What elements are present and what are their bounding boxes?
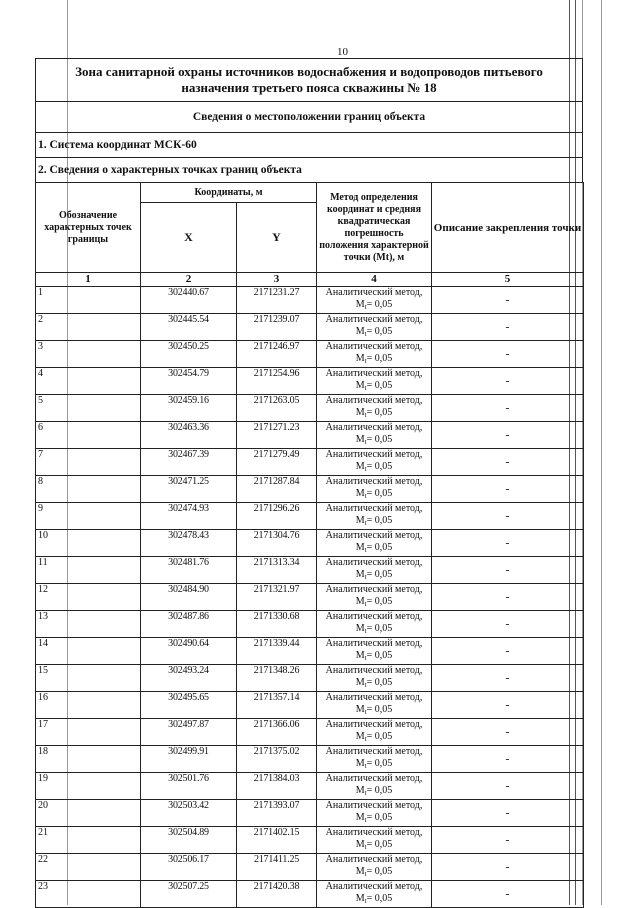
coord-x: 302459.16 — [141, 395, 237, 422]
method-text: Аналитический метод, — [325, 800, 423, 811]
method-cell — [317, 368, 432, 395]
column-number-2: 2 — [141, 273, 237, 287]
method-cell — [317, 341, 432, 368]
table-row — [36, 557, 584, 584]
point-number: 5 — [36, 395, 141, 422]
point-number: 16 — [36, 692, 141, 719]
accuracy-text: $M_t= 0,05$ — [355, 650, 393, 662]
coord-x: 302499.91 — [141, 746, 237, 773]
table-row — [36, 395, 584, 422]
accuracy-text: $M_t= 0,05$ — [355, 488, 393, 500]
table-row — [36, 773, 584, 800]
table-row — [36, 719, 584, 746]
method-text: Аналитический метод, — [325, 827, 423, 838]
coord-y: 2171313.34 — [237, 557, 317, 584]
coord-x: 302484.90 — [141, 584, 237, 611]
fixing-description: - — [432, 557, 584, 584]
fixing-description: - — [432, 746, 584, 773]
coord-y: 2171357.14 — [237, 692, 317, 719]
method-cell — [317, 827, 432, 854]
coord-y: 2171384.03 — [237, 773, 317, 800]
coord-y: 2171411.25 — [237, 854, 317, 881]
fixing-description: - — [432, 476, 584, 503]
accuracy-text: $M_t= 0,05$ — [355, 461, 393, 473]
accuracy-text: $M_t= 0,05$ — [355, 326, 393, 338]
header-y: Y — [237, 203, 317, 273]
document-title: Зона санитарной охраны источников водоснабжения и водопроводов питьевого назначения третьего пояса скважины № 18 — [36, 59, 583, 102]
coord-y: 2171402.15 — [237, 827, 317, 854]
points-table — [35, 182, 584, 908]
point-number: 22 — [36, 854, 141, 881]
table-row — [36, 476, 584, 503]
method-cell — [317, 773, 432, 800]
method-cell — [317, 503, 432, 530]
coord-x: 302503.42 — [141, 800, 237, 827]
accuracy-text: $M_t= 0,05$ — [355, 839, 393, 851]
accuracy-text: $M_t= 0,05$ — [355, 299, 393, 311]
method-text: Аналитический метод, — [325, 476, 423, 487]
coord-x: 302504.89 — [141, 827, 237, 854]
table-row — [36, 530, 584, 557]
method-text: Аналитический метод, — [325, 530, 423, 541]
method-cell — [317, 638, 432, 665]
coord-x: 302507.25 — [141, 881, 237, 908]
accuracy-text: $M_t= 0,05$ — [355, 380, 393, 392]
table-row — [36, 638, 584, 665]
coord-x: 302463.36 — [141, 422, 237, 449]
table-row — [36, 746, 584, 773]
point-number: 12 — [36, 584, 141, 611]
fixing-description: - — [432, 800, 584, 827]
point-number: 9 — [36, 503, 141, 530]
method-text: Аналитический метод, — [325, 503, 423, 514]
coord-y: 2171296.26 — [237, 503, 317, 530]
method-text: Аналитический метод, — [325, 773, 423, 784]
coord-y: 2171239.07 — [237, 314, 317, 341]
fixing-description: - — [432, 530, 584, 557]
accuracy-text: $M_t= 0,05$ — [355, 434, 393, 446]
header-method — [317, 183, 432, 273]
table-row — [36, 827, 584, 854]
accuracy-text: $M_t= 0,05$ — [355, 353, 393, 365]
coord-x: 302497.87 — [141, 719, 237, 746]
coord-y: 2171287.84 — [237, 476, 317, 503]
table-row — [36, 611, 584, 638]
coord-x: 302501.76 — [141, 773, 237, 800]
method-cell — [317, 476, 432, 503]
method-cell — [317, 665, 432, 692]
method-cell — [317, 530, 432, 557]
fixing-description: - — [432, 638, 584, 665]
method-text: Аналитический метод, — [325, 638, 423, 649]
table-row — [36, 341, 584, 368]
table-row — [36, 287, 584, 314]
method-text: Аналитический метод, — [325, 719, 423, 730]
coord-x: 302490.64 — [141, 638, 237, 665]
method-text: Аналитический метод, — [325, 557, 423, 568]
fixing-description: - — [432, 503, 584, 530]
coord-y: 2171375.02 — [237, 746, 317, 773]
method-text: Аналитический метод, — [325, 611, 423, 622]
coord-x: 302506.17 — [141, 854, 237, 881]
coord-y: 2171420.38 — [237, 881, 317, 908]
header-description: Описание закрепления точки — [432, 183, 584, 273]
coord-y: 2171348.26 — [237, 665, 317, 692]
method-cell — [317, 395, 432, 422]
method-text: Аналитический метод, — [325, 395, 423, 406]
accuracy-text: $M_t= 0,05$ — [355, 623, 393, 635]
method-cell — [317, 881, 432, 908]
coord-y: 2171246.97 — [237, 341, 317, 368]
point-number: 1 — [36, 287, 141, 314]
method-cell — [317, 557, 432, 584]
method-cell — [317, 719, 432, 746]
method-text: Аналитический метод, — [325, 341, 423, 352]
method-cell — [317, 800, 432, 827]
method-text: Аналитический метод, — [325, 692, 423, 703]
table-row — [36, 854, 584, 881]
coordinate-system: 1. Система координат МСК-60 — [36, 133, 583, 158]
header-table — [35, 58, 583, 183]
fixing-description: - — [432, 368, 584, 395]
table-row — [36, 422, 584, 449]
point-number: 17 — [36, 719, 141, 746]
coord-y: 2171366.06 — [237, 719, 317, 746]
point-number: 8 — [36, 476, 141, 503]
method-cell — [317, 287, 432, 314]
header-designation: Обозначение характерных точек границы — [36, 183, 141, 273]
accuracy-text: $M_t= 0,05$ — [355, 596, 393, 608]
point-number: 2 — [36, 314, 141, 341]
accuracy-text: $M_t= 0,05$ — [355, 758, 393, 770]
point-number: 21 — [36, 827, 141, 854]
points-table-body — [36, 287, 584, 908]
point-number: 14 — [36, 638, 141, 665]
method-text: Аналитический метод, — [325, 368, 423, 379]
coord-y: 2171339.44 — [237, 638, 317, 665]
table-row — [36, 503, 584, 530]
method-text: Аналитический метод, — [325, 854, 423, 865]
method-cell — [317, 611, 432, 638]
coord-x: 302450.25 — [141, 341, 237, 368]
point-number: 7 — [36, 449, 141, 476]
coord-x: 302478.43 — [141, 530, 237, 557]
header-coordinates: Координаты, м — [141, 183, 317, 203]
coord-y: 2171330.68 — [237, 611, 317, 638]
fixing-description: - — [432, 341, 584, 368]
fixing-description: - — [432, 881, 584, 908]
section-title: Сведения о местоположении границ объекта — [36, 102, 583, 133]
column-number-1: 1 — [36, 273, 141, 287]
page-number: 10 — [337, 46, 348, 58]
fixing-description: - — [432, 773, 584, 800]
method-text: Аналитический метод, — [325, 314, 423, 325]
accuracy-text: $M_t= 0,05$ — [355, 407, 393, 419]
coord-y: 2171393.07 — [237, 800, 317, 827]
accuracy-text: $M_t= 0,05$ — [355, 569, 393, 581]
coord-x: 302493.24 — [141, 665, 237, 692]
table-row — [36, 584, 584, 611]
fixing-description: - — [432, 854, 584, 881]
column-number-5: 5 — [432, 273, 584, 287]
coord-y: 2171304.76 — [237, 530, 317, 557]
coord-x: 302481.76 — [141, 557, 237, 584]
point-number: 19 — [36, 773, 141, 800]
scan-line-right-4 — [601, 0, 602, 905]
table-row — [36, 314, 584, 341]
fixing-description: - — [432, 449, 584, 476]
point-number: 3 — [36, 341, 141, 368]
accuracy-text: $M_t= 0,05$ — [355, 893, 393, 905]
method-cell — [317, 692, 432, 719]
table-row — [36, 800, 584, 827]
accuracy-text: $M_t= 0,05$ — [355, 515, 393, 527]
table-row — [36, 665, 584, 692]
coord-x: 302471.25 — [141, 476, 237, 503]
fixing-description: - — [432, 584, 584, 611]
coord-x: 302495.65 — [141, 692, 237, 719]
method-cell — [317, 314, 432, 341]
method-text: Аналитический метод, — [325, 287, 423, 298]
coord-y: 2171254.96 — [237, 368, 317, 395]
fixing-description: - — [432, 314, 584, 341]
method-text: Аналитический метод, — [325, 584, 423, 595]
point-number: 13 — [36, 611, 141, 638]
method-cell — [317, 422, 432, 449]
column-number-4: 4 — [317, 273, 432, 287]
method-text: Аналитический метод, — [325, 422, 423, 433]
table-row — [36, 368, 584, 395]
fixing-description: - — [432, 719, 584, 746]
coord-x: 302454.79 — [141, 368, 237, 395]
accuracy-text: $M_t= 0,05$ — [355, 731, 393, 743]
method-text: Аналитический метод, — [325, 665, 423, 676]
point-number: 23 — [36, 881, 141, 908]
point-number: 11 — [36, 557, 141, 584]
fixing-description: - — [432, 422, 584, 449]
accuracy-text: $M_t= 0,05$ — [355, 866, 393, 878]
fixing-description: - — [432, 395, 584, 422]
fixing-description: - — [432, 827, 584, 854]
header-method-text: Метод определения координат и средняя квадратическая погрешность положения характерной точки (Mt), м — [319, 191, 429, 263]
coord-y: 2171263.05 — [237, 395, 317, 422]
coord-x: 302440.67 — [141, 287, 237, 314]
point-number: 6 — [36, 422, 141, 449]
point-number: 10 — [36, 530, 141, 557]
point-number: 20 — [36, 800, 141, 827]
coord-x: 302474.93 — [141, 503, 237, 530]
point-number: 4 — [36, 368, 141, 395]
coord-x: 302487.86 — [141, 611, 237, 638]
table-row — [36, 692, 584, 719]
coord-y: 2171271.23 — [237, 422, 317, 449]
accuracy-text: $M_t= 0,05$ — [355, 812, 393, 824]
header-x: X — [141, 203, 237, 273]
fixing-description: - — [432, 611, 584, 638]
method-cell — [317, 584, 432, 611]
method-cell — [317, 854, 432, 881]
fixing-description: - — [432, 692, 584, 719]
coord-y: 2171279.49 — [237, 449, 317, 476]
accuracy-text: $M_t= 0,05$ — [355, 704, 393, 716]
fixing-description: - — [432, 287, 584, 314]
accuracy-text: $M_t= 0,05$ — [355, 677, 393, 689]
method-cell — [317, 449, 432, 476]
table-row — [36, 449, 584, 476]
coord-y: 2171321.97 — [237, 584, 317, 611]
point-number: 18 — [36, 746, 141, 773]
coord-x: 302445.54 — [141, 314, 237, 341]
table-row — [36, 881, 584, 908]
points-section-title: 2. Сведения о характерных точках границ объекта — [36, 158, 583, 183]
method-cell — [317, 746, 432, 773]
method-text: Аналитический метод, — [325, 881, 423, 892]
accuracy-text: $M_t= 0,05$ — [355, 542, 393, 554]
column-number-3: 3 — [237, 273, 317, 287]
coord-x: 302467.39 — [141, 449, 237, 476]
accuracy-text: $M_t= 0,05$ — [355, 785, 393, 797]
coord-y: 2171231.27 — [237, 287, 317, 314]
method-text: Аналитический метод, — [325, 746, 423, 757]
method-text: Аналитический метод, — [325, 449, 423, 460]
document-body — [35, 58, 583, 908]
point-number: 15 — [36, 665, 141, 692]
fixing-description: - — [432, 665, 584, 692]
